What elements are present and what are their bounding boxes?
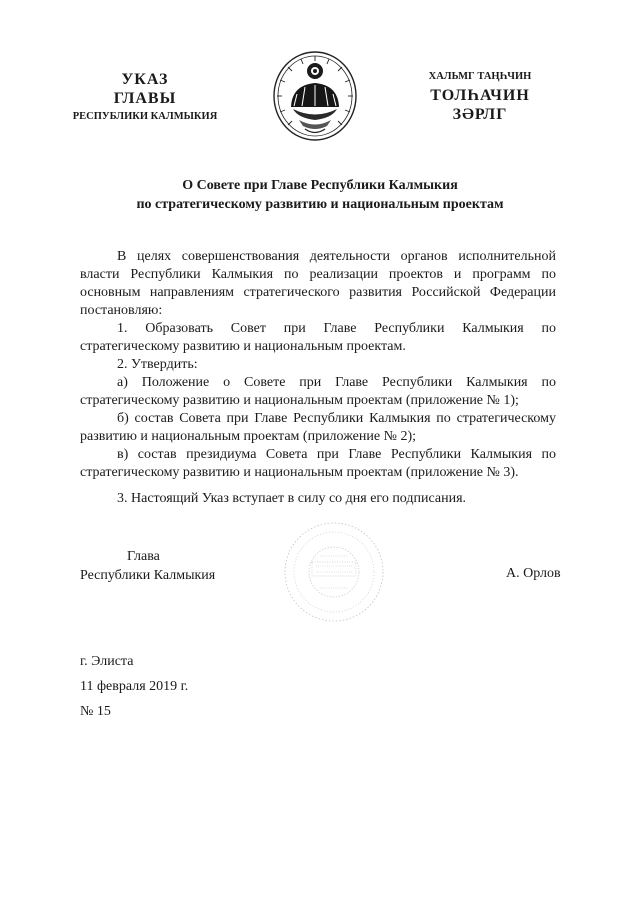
item-2: 2. Утвердить: [117, 357, 198, 372]
official-seal-icon [280, 518, 388, 626]
item-2b: б) состав Совета при Главе Республики Калмыкия по стратегическому развитию и национальным проектам (приложение № 2); [80, 411, 556, 444]
decree-body [80, 248, 556, 508]
signatory-name: А. Орлов [506, 566, 561, 581]
header-kalmyk-line1: ХАЛЬМГ ТАҢҺЧИН [428, 71, 532, 82]
signatory-title-line1: Глава [127, 549, 160, 564]
header-russian [55, 70, 235, 124]
decree-title-line2: по стратегическому развитию и национальным проектам [136, 197, 504, 212]
signatory-title [80, 547, 230, 585]
header-kalmyk-line3: ЗӘРЛГ [452, 106, 508, 123]
date: 11 февраля 2019 г. [80, 679, 189, 694]
header-glavy: ГЛАВЫ [113, 90, 177, 107]
decree-title [0, 176, 640, 214]
intro-paragraph: В целях совершенствования деятельности органов исполнительной власти Республики Калмыкия по реализации проектов и программ по основным направлениям стратегического развития Российской Федерации постановляю: [80, 249, 556, 318]
item-3: 3. Настоящий Указ вступает в силу со дня его подписания. [117, 491, 467, 506]
header-republic: РЕСПУБЛИКИ КАЛМЫКИЯ [72, 111, 218, 122]
decree-number: № 15 [80, 704, 111, 719]
header-kalmyk [395, 70, 565, 124]
item-2a: а) Положение о Совете при Главе Республики Калмыкия по стратегическому развитию и национальным проектам (приложение № 1); [80, 375, 556, 408]
decree-title-line1: О Совете при Главе Республики Калмыкия [182, 178, 458, 193]
signatory-title-line2: Республики Калмыкия [80, 568, 216, 583]
decree-footer [80, 652, 188, 727]
header-kalmyk-line2: ТОЛҺАЧИН [430, 87, 530, 104]
item-2c: в) состав президиума Совета при Главе Республики Калмыкия по стратегическому развитию и национальным проектам (приложение № 3). [80, 447, 556, 480]
coat-of-arms-icon [272, 50, 358, 142]
header-ukaz: УКАЗ [121, 71, 169, 88]
item-1: 1. Образовать Совет при Главе Республики Калмыкия по стратегическому развитию и национальным проектам. [80, 321, 556, 354]
place: г. Элиста [80, 654, 134, 669]
